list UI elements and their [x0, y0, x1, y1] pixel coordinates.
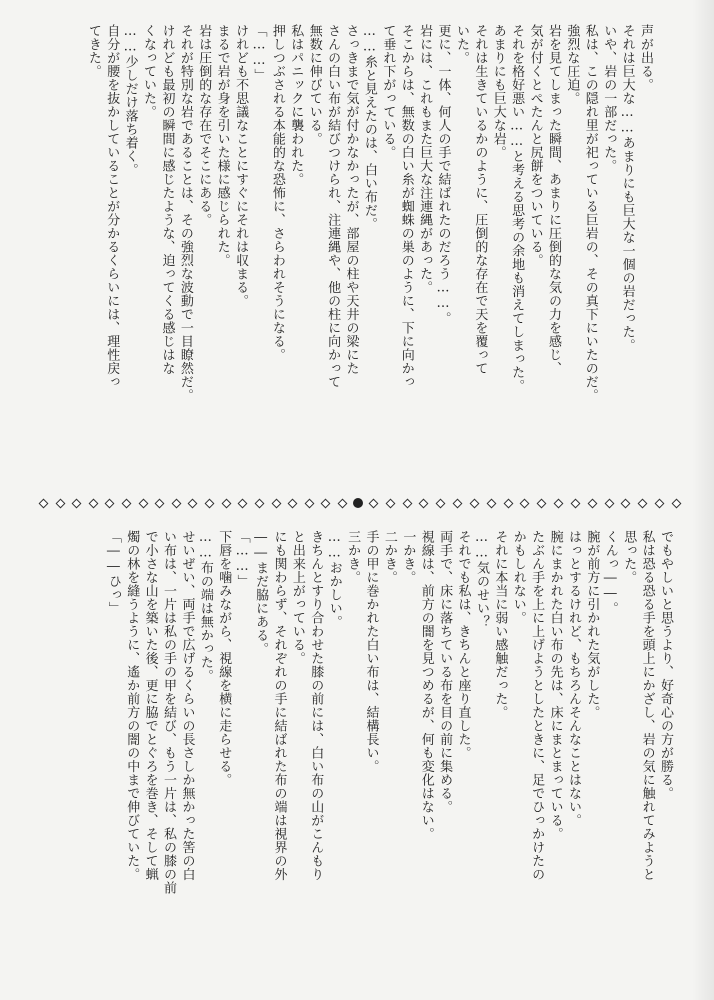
text-line: ……糸と見えたのは、白い布だ。: [361, 24, 377, 231]
text-line: それを格好悪い……と考える思考の余地も消えてしまった。: [509, 24, 525, 393]
diamond-ornament: [205, 498, 215, 508]
diamond-ornament: [436, 498, 446, 508]
text-line: たぶん手を上に上げようとしたときに、足でひっかけたの: [529, 530, 545, 881]
diamond-ornament: [486, 498, 496, 508]
text-line: ……気のせい？: [473, 530, 489, 629]
diamond-ornament: [238, 498, 248, 508]
text-line: 私は、この隠れ里が祀っている巨岩の、その真下にいたのだ。: [582, 24, 598, 402]
diamond-ornament: [453, 498, 463, 508]
text-line: て垂れ下がっている。: [380, 24, 396, 159]
text-line: いた。: [453, 24, 469, 65]
text-line: ……布の端は無かった。: [197, 530, 213, 683]
text-line: 自分が腰を抜かしていることが分かるくらいには、理性戻っ: [104, 24, 120, 389]
divider-center-dot: [353, 498, 363, 508]
diamond-ornament: [188, 498, 198, 508]
diamond-ornament: [385, 498, 395, 508]
text-line: 無数に伸びている。: [306, 24, 322, 146]
text-line: 燭の林を縫うように、遙か前方の闇の中まで伸びていた。: [124, 530, 140, 881]
text-line: 強烈な圧迫。: [564, 24, 580, 105]
text-line: 視線は、前方の闇を見つめるが、何も変化はない。: [418, 530, 434, 841]
text-line: せいぜい、両手で広げるくらいの長さしか無かった筈の白: [179, 530, 195, 881]
text-line: いや、岩の一部だった。: [601, 24, 617, 173]
diamond-ornament: [88, 498, 98, 508]
text-line: 一かき。: [400, 530, 416, 584]
diamond-ornament: [402, 498, 412, 508]
diamond-ornament: [254, 498, 264, 508]
text-line: 岩を見てしまった瞬間、あまりに圧倒的な気の力を感じ、: [545, 24, 561, 375]
text-line: さっきまで気が付かなかったが、部屋の柱や天井の梁にた: [343, 24, 359, 375]
text-line: 岩は圧倒的な存在でそこにある。: [196, 24, 212, 227]
text-line: 私はパニックに襲われた。: [288, 24, 304, 186]
diamond-ornament: [138, 498, 148, 508]
text-line: 更に、一体、何人の手で結ばれたのだろう……。: [435, 24, 451, 325]
bottom-text-section: [50, 530, 674, 982]
page-edge-shadow: [692, 0, 714, 1000]
diamond-ornament: [55, 498, 65, 508]
text-line: てきた。: [85, 24, 101, 78]
text-line: ……おかしい。: [326, 530, 342, 629]
text-line: 下唇を噛みながら、視線を横に走らせる。: [216, 530, 232, 787]
text-line: あまりにも巨大な岩。: [490, 24, 506, 159]
text-line: 手の甲に巻かれた白い布は、結構長い。: [363, 530, 379, 773]
diamond-ornament: [221, 498, 231, 508]
text-line: 三かき。: [345, 530, 361, 584]
diamond-ornament: [271, 498, 281, 508]
divider-diamonds-right: [370, 498, 680, 508]
diamond-ornament: [520, 498, 530, 508]
diamond-ornament: [72, 498, 82, 508]
text-line: 腕にまかれた白い布の先は、床にまとまっている。: [547, 530, 563, 841]
divider-diamonds-left: [40, 498, 346, 508]
text-line: ――まだ脇にある。: [253, 530, 269, 656]
text-line: くなっていた。: [141, 24, 157, 119]
diamond-ornament: [105, 498, 115, 508]
text-line: 私は恐る恐る手を頭上にかざし、岩の気に触れてみようと: [639, 530, 655, 881]
diamond-ornament: [369, 498, 379, 508]
text-line: けれども最初の瞬間に感じたような、迫ってくる感じはな: [159, 24, 175, 375]
text-line: にも関わらず、それぞれの手に結ばれた布の端は視界の外: [271, 530, 287, 881]
diamond-ornament: [321, 498, 331, 508]
text-line: まるで岩が身を引いた様に感じられた。: [214, 24, 230, 267]
text-line: ……少しだけ落ち着く。: [122, 24, 138, 177]
text-line: 二かき。: [381, 530, 397, 584]
diamond-ornament: [570, 498, 580, 508]
text-line: 押しつぶされる本能的な恐怖に、さらわれそうになる。: [269, 24, 285, 362]
text-line: 思った。: [621, 530, 637, 584]
text-line: 「――ひっ」: [105, 530, 121, 615]
diamond-ornament: [587, 498, 597, 508]
text-line: 「……」: [234, 530, 250, 588]
text-line: それは生きているかのように、圧倒的な存在で天を覆って: [472, 24, 488, 375]
text-line: きちんとすり合わせた膝の前には、白い布の山がこんもり: [308, 530, 324, 881]
diamond-ornament: [39, 498, 49, 508]
diamond-ornament: [638, 498, 648, 508]
text-line: と出来上がっている。: [289, 530, 305, 665]
text-line: 腕が前方に引かれた気がした。: [584, 530, 600, 719]
text-line: 両手で、床に落ちている布を目の前に集める。: [437, 530, 453, 814]
text-line: さんの白い布が結びつけられ、注連縄や、他の柱に向かって: [325, 24, 341, 389]
text-line: 岩には、これもまた巨大な注連縄があった。: [417, 24, 433, 294]
section-divider: [40, 498, 680, 508]
text-line: かもしれない。: [510, 530, 526, 625]
text-line: それが特別な岩であることは、その強烈な波動で一目瞭然だ。: [177, 24, 193, 402]
text-line: そこからは、無数の白い糸が蜘蛛の巣のように、下に向かっ: [398, 24, 414, 389]
diamond-ornament: [671, 498, 681, 508]
text-line: い布は、一片は私の手の甲を結び、もう一片は、私の膝の前: [161, 530, 177, 895]
text-line: で小さな山を築いた後、更に脇でとぐろを巻き、そして蝋: [142, 530, 158, 881]
diamond-ornament: [288, 498, 298, 508]
diamond-ornament: [470, 498, 480, 508]
diamond-ornament: [655, 498, 665, 508]
text-line: 気が付くとぺたんと尻餅をついている。: [527, 24, 543, 267]
diamond-ornament: [503, 498, 513, 508]
diamond-ornament: [419, 498, 429, 508]
text-line: それに本当に弱い感触だった。: [492, 530, 508, 719]
diamond-ornament: [621, 498, 631, 508]
diamond-ornament: [155, 498, 165, 508]
text-line: けれども不思議なことにすぐにそれは収まる。: [233, 24, 249, 308]
diamond-ornament: [604, 498, 614, 508]
diamond-ornament: [122, 498, 132, 508]
text-line: はっとするけれど、もちろんそんなことはない。: [565, 530, 581, 827]
diamond-ornament: [171, 498, 181, 508]
diamond-ornament: [338, 498, 348, 508]
text-line: くんっ――。: [602, 530, 618, 615]
diamond-ornament: [554, 498, 564, 508]
text-line: 「……」: [251, 24, 267, 82]
text-line: それでも私は、きちんと座り直した。: [455, 530, 471, 760]
diamond-ornament: [537, 498, 547, 508]
diamond-ornament: [304, 498, 314, 508]
top-text-section: [56, 24, 654, 472]
text-line: 声が出る。: [638, 24, 653, 92]
text-line: でもやしいと思うより、好奇心の方が勝る。: [658, 530, 673, 800]
text-line: それは巨大な……あまりにも巨大な一個の岩だった。: [619, 24, 635, 352]
